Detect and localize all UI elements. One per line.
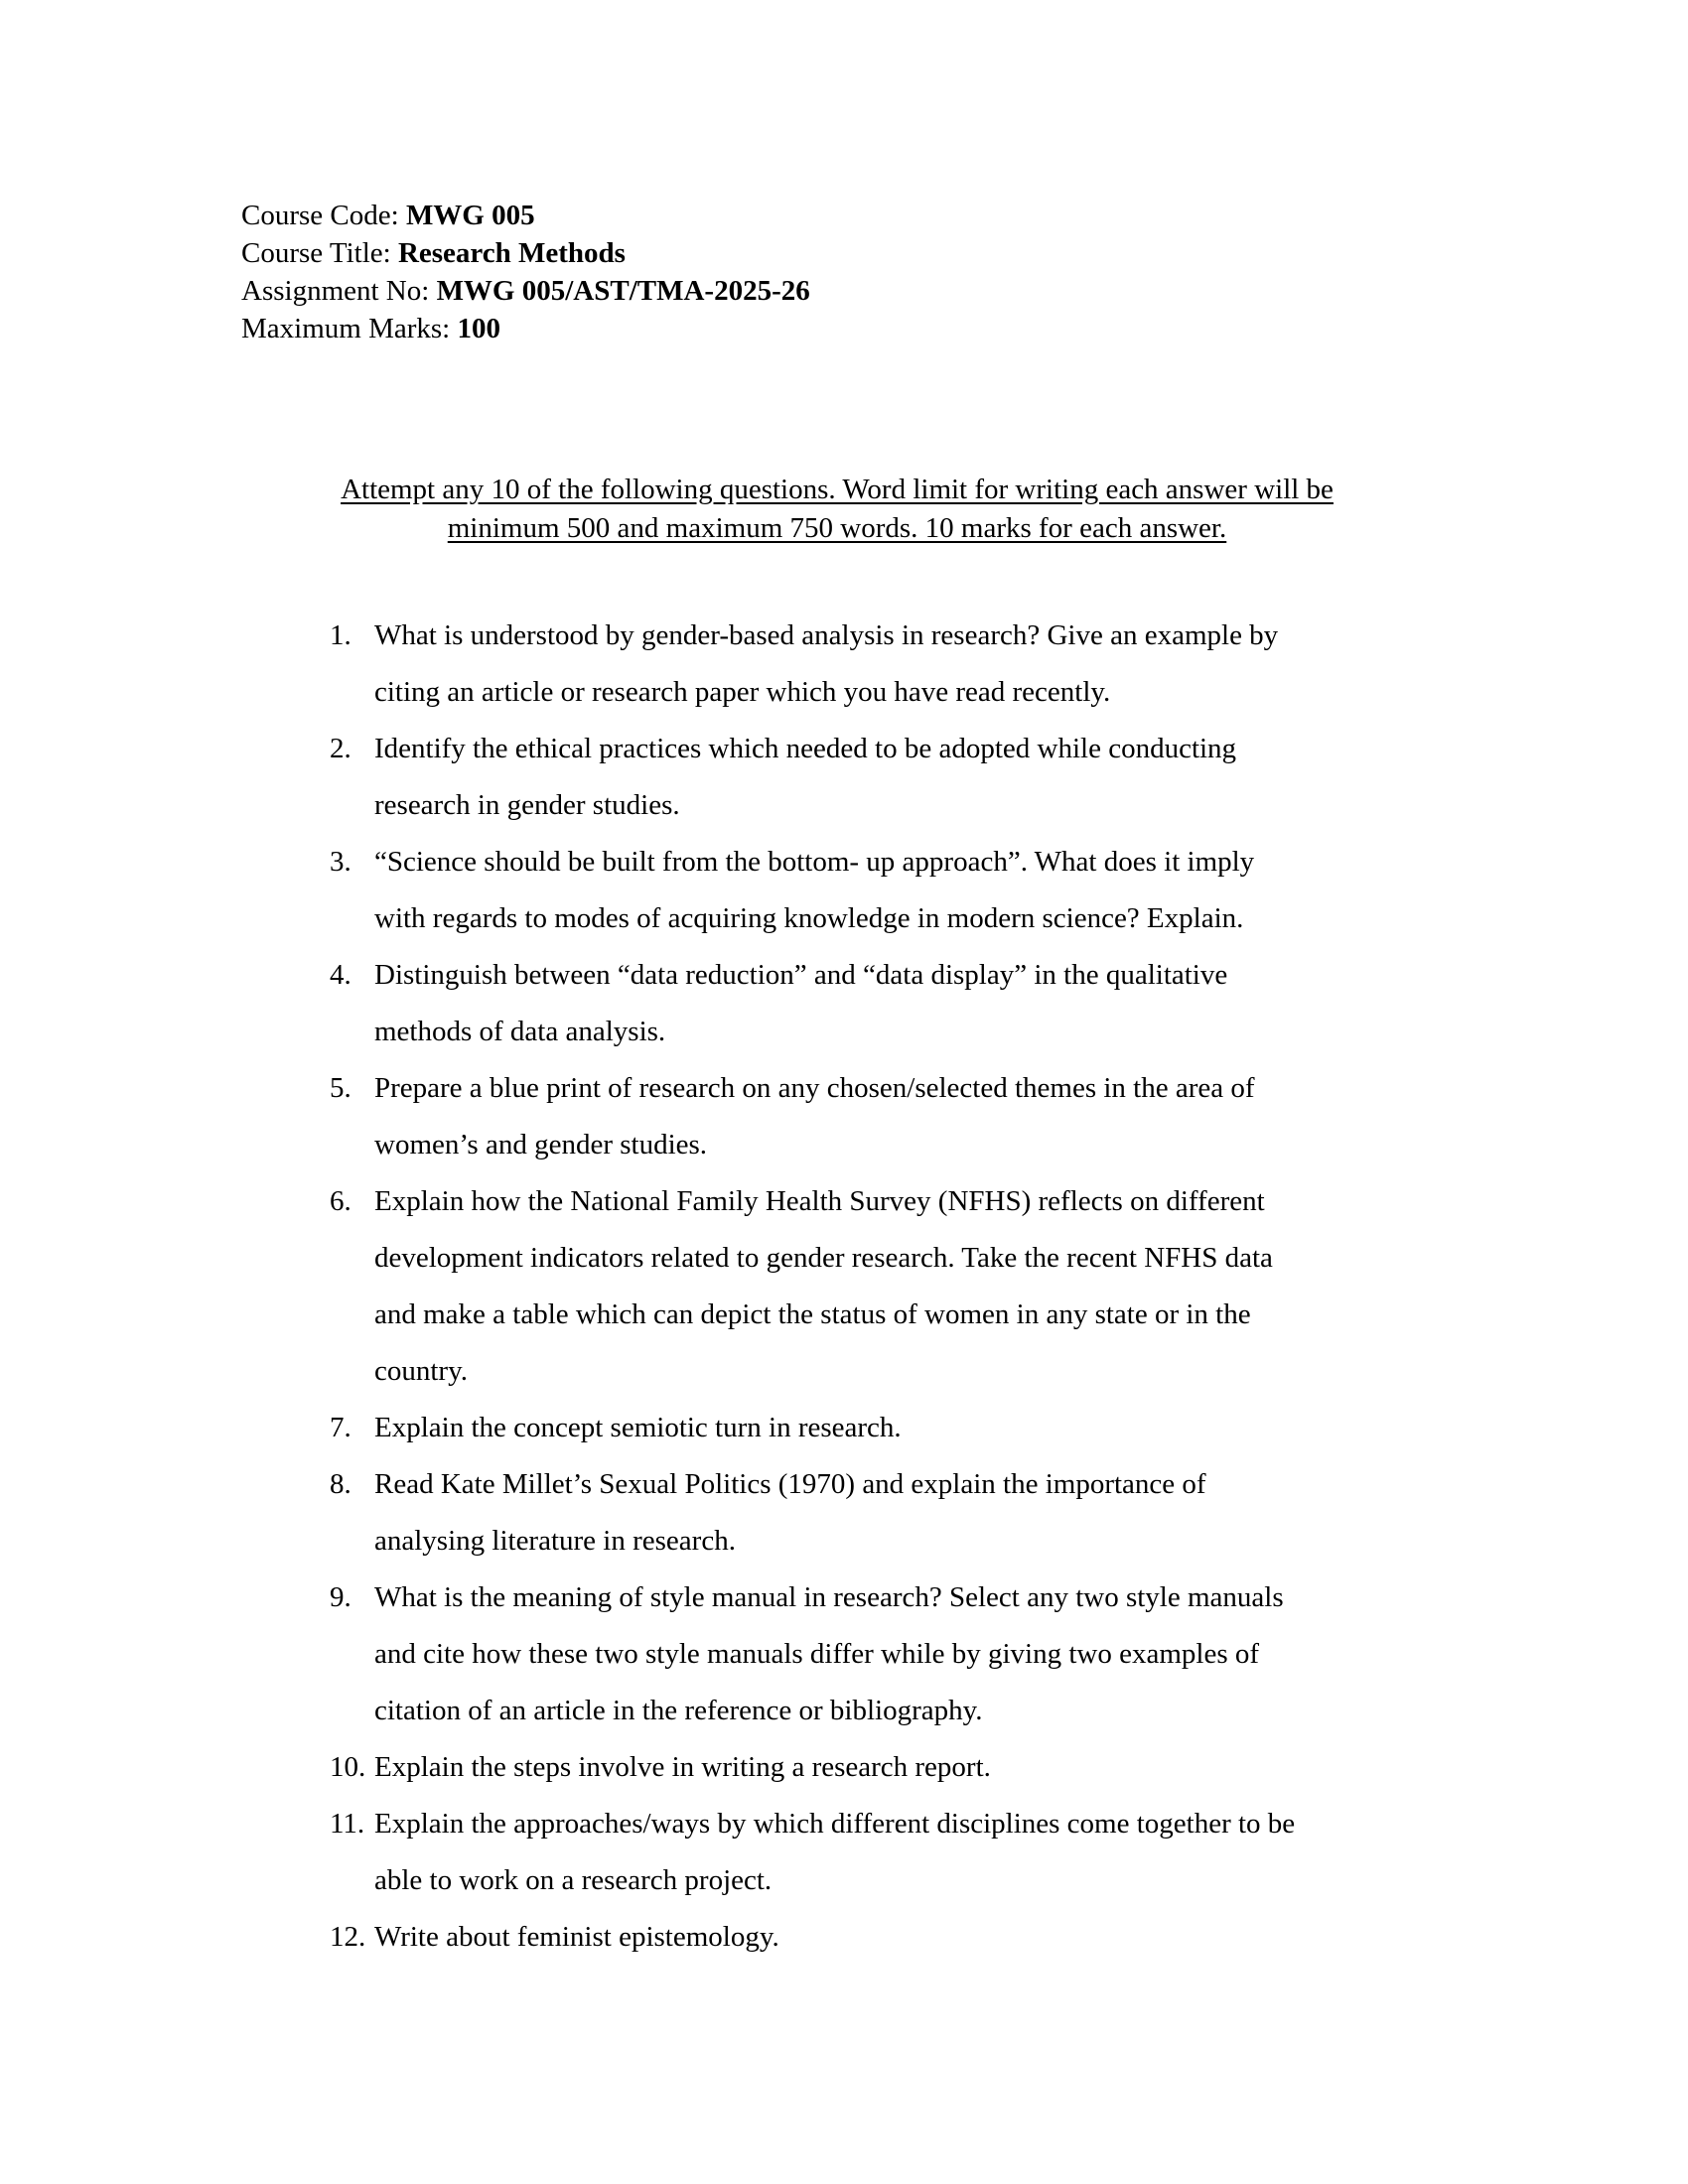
text-line: What is understood by gender-based analysis in research? Give an example by: [374, 619, 1279, 651]
text-line: citing an article or research paper which you have read recently.: [374, 676, 1111, 708]
question-item: [330, 721, 1688, 834]
question-number: 5.: [330, 1072, 352, 1104]
maximum-marks-value: 100: [457, 313, 500, 344]
question-text: [374, 947, 1442, 1060]
text-line: Write about feminist epistemology.: [374, 1921, 779, 1953]
question-text: [374, 1060, 1442, 1173]
question-text: [374, 834, 1442, 947]
question-number: 2.: [330, 733, 352, 764]
course-title-value: Research Methods: [397, 237, 626, 269]
text-line: analysing literature in research.: [374, 1525, 736, 1557]
text-line: research in gender studies.: [374, 789, 680, 821]
question-text: [374, 1456, 1442, 1570]
text-line: Explain the concept semiotic turn in research.: [374, 1412, 902, 1443]
course-code-value: MWG 005: [405, 200, 535, 231]
text-line: development indicators related to gender research. Take the recent NFHS data: [374, 1242, 1273, 1274]
question-item: [330, 1909, 1688, 1966]
text-line: citation of an article in the reference or bibliography.: [374, 1695, 983, 1726]
text-line: Prepare a blue print of research on any chosen/selected themes in the area of: [374, 1072, 1255, 1104]
text-line: minimum 500 and maximum 750 words. 10 marks for each answer.: [447, 512, 1227, 544]
question-text: [374, 1739, 1442, 1796]
course-code-label: Course Code:: [241, 200, 406, 231]
question-item: [330, 1060, 1688, 1173]
text-line: “Science should be built from the bottom- up approach”. What does it imply: [374, 846, 1255, 878]
question-item: [330, 1739, 1688, 1796]
question-text: [374, 608, 1442, 721]
text-line: and make a table which can depict the status of women in any state or in the: [374, 1298, 1251, 1330]
instructions-text: [221, 471, 1453, 548]
question-number: 8.: [330, 1468, 352, 1500]
maximum-marks-line: [241, 310, 1688, 347]
question-text: [374, 1173, 1442, 1400]
question-number: 4.: [330, 959, 352, 991]
question-text: [374, 1570, 1442, 1739]
text-line: able to work on a research project.: [374, 1864, 773, 1896]
text-line: methods of data analysis.: [374, 1016, 666, 1047]
question-number: 3.: [330, 846, 352, 878]
assignment-no-label: Assignment No:: [241, 275, 437, 307]
question-text: [374, 1909, 1442, 1966]
question-number: 7.: [330, 1412, 352, 1443]
question-number: 11.: [330, 1808, 365, 1840]
question-number: 1.: [330, 619, 352, 651]
question-text: [374, 1796, 1442, 1909]
question-list: [330, 608, 1688, 1966]
text-line: Distinguish between “data reduction” and “data display” in the qualitative: [374, 959, 1228, 991]
question-text: [374, 1400, 1442, 1456]
assignment-no-value: MWG 005/AST/TMA-2025-26: [436, 275, 810, 307]
text-line: Explain the steps involve in writing a research report.: [374, 1751, 991, 1783]
text-line: with regards to modes of acquiring knowledge in modern science? Explain.: [374, 902, 1244, 934]
text-line: and cite how these two style manuals differ while by giving two examples of: [374, 1638, 1260, 1670]
course-title-label: Course Title:: [241, 237, 398, 269]
text-line: Explain how the National Family Health Survey (NFHS) reflects on different: [374, 1185, 1265, 1217]
course-title-line: [241, 234, 1688, 272]
question-item: [330, 1400, 1688, 1456]
question-number: 9.: [330, 1581, 352, 1613]
text-line: Read Kate Millet’s Sexual Politics (1970) and explain the importance of: [374, 1468, 1206, 1500]
question-item: [330, 1456, 1688, 1570]
question-item: [330, 1570, 1688, 1739]
question-number: 12.: [330, 1921, 366, 1953]
course-code-line: [241, 197, 1688, 234]
text-line: Identify the ethical practices which needed to be adopted while conducting: [374, 733, 1237, 764]
maximum-marks-label: Maximum Marks:: [241, 313, 458, 344]
question-item: [330, 947, 1688, 1060]
text-line: Attempt any 10 of the following questions. Word limit for writing each answer will be: [341, 474, 1334, 505]
text-line: What is the meaning of style manual in research? Select any two style manuals: [374, 1581, 1284, 1613]
question-number: 6.: [330, 1185, 352, 1217]
course-header: [241, 197, 1688, 347]
text-line: women’s and gender studies.: [374, 1129, 708, 1160]
question-text: [374, 721, 1442, 834]
question-item: [330, 834, 1688, 947]
text-line: Explain the approaches/ways by which different disciplines come together to be: [374, 1808, 1296, 1840]
text-line: country.: [374, 1355, 468, 1387]
question-number: 10.: [330, 1751, 366, 1783]
question-item: [330, 1173, 1688, 1400]
question-item: [330, 608, 1688, 721]
question-item: [330, 1796, 1688, 1909]
assignment-no-line: [241, 272, 1688, 310]
